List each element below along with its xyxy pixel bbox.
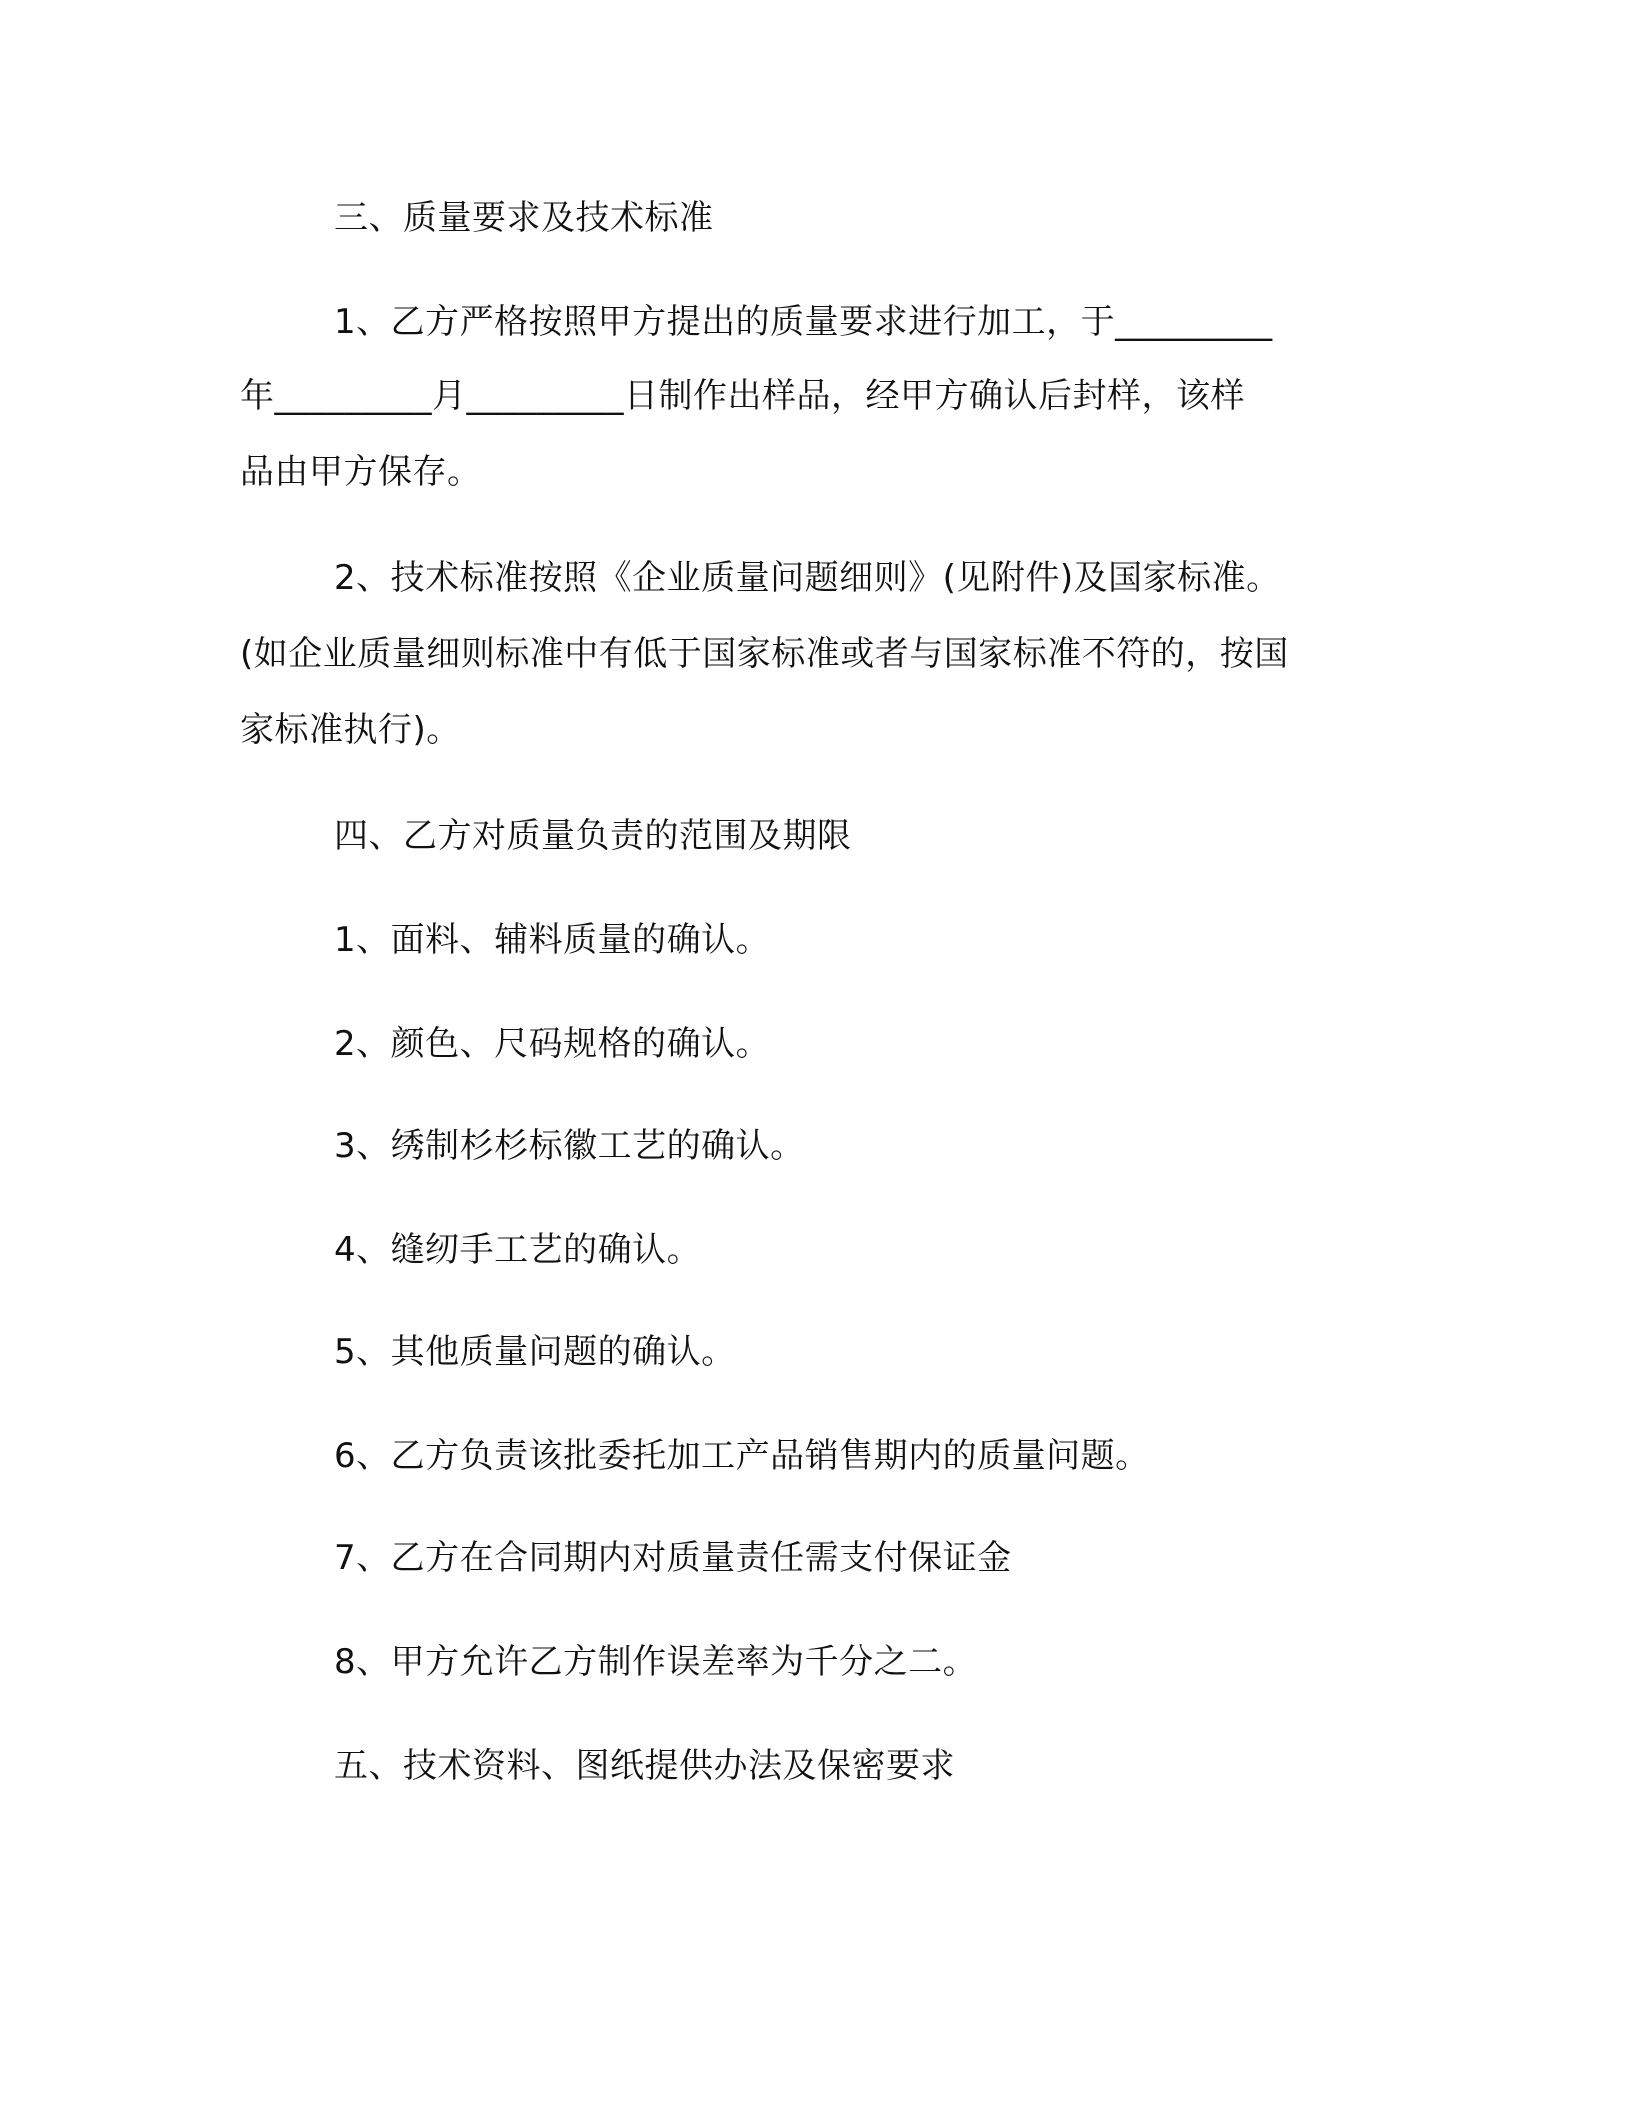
section-4-item-7: 7、乙方在合同期内对质量责任需支付保证金 bbox=[334, 1538, 1012, 1578]
section-3-item-1-line-2: 年_________月_________日制作出样品，经甲方确认后封样，该样 bbox=[240, 376, 1245, 416]
section-4-item-5: 5、其他质量问题的确认。 bbox=[334, 1332, 736, 1372]
section-4-item-3: 3、绣制杉杉标徽工艺的确认。 bbox=[334, 1126, 805, 1166]
section-3-item-1-line-1: 1、乙方严格按照甲方提出的质量要求进行加工，于_________ bbox=[334, 302, 1273, 342]
section-5-heading: 五、技术资料、图纸提供办法及保密要求 bbox=[334, 1746, 955, 1786]
section-4-item-4: 4、缝纫手工艺的确认。 bbox=[334, 1230, 702, 1270]
section-3-item-2-line-1: 2、技术标准按照《企业质量问题细则》(见附件)及国家标准。 bbox=[334, 558, 1281, 598]
section-4-heading: 四、乙方对质量负责的范围及期限 bbox=[334, 816, 852, 856]
section-3-item-1-line-3: 品由甲方保存。 bbox=[240, 452, 482, 492]
section-4-item-8: 8、甲方允许乙方制作误差率为千分之二。 bbox=[334, 1642, 978, 1682]
section-4-item-2: 2、颜色、尺码规格的确认。 bbox=[334, 1024, 771, 1064]
section-3-heading: 三、质量要求及技术标准 bbox=[334, 198, 714, 238]
document-page bbox=[240, 0, 1380, 2112]
section-4-item-6: 6、乙方负责该批委托加工产品销售期内的质量问题。 bbox=[334, 1436, 1150, 1476]
section-3-item-2-line-2: (如企业质量细则标准中有低于国家标准或者与国家标准不符的，按国 bbox=[240, 634, 1289, 674]
section-4-item-1: 1、面料、辅料质量的确认。 bbox=[334, 920, 771, 960]
section-3-item-2-line-3: 家标准执行)。 bbox=[240, 710, 461, 750]
